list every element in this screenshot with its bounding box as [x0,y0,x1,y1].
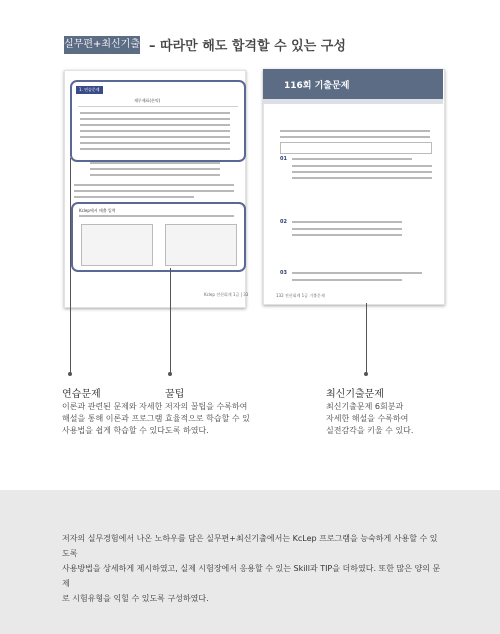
caption-body-exercise: 이론과 관련된 문제와 자세한 해설을 통해 이론과 프로그램 사용법을 쉽게 학습할 수 있다. [62,402,168,435]
connector-line [366,303,367,373]
right-sample-page [263,69,445,305]
question-number: 01 [280,156,287,162]
tip-highlight-frame [71,202,246,272]
connector-line [170,268,171,373]
connector-dot [68,372,72,376]
exercise-frame-title: 재무제표(손익) [134,98,161,103]
footer-description: 저자의 실무경험에서 나온 노하우를 담은 실무편+최신기출에서는 KcLep 프로그램을 능숙하게 사용할 수 있도록 사용방법을 상세하게 제시하였고, 실제 시험장에서 응용할 수 있는 Skill과 TIP을 더하였다. 또한 많은 양의 문제 로 시험유형을 익힐 수 있도록 구성하였다. [62,534,441,603]
exam-title: 116회 기출문제 [284,81,350,91]
question-number: 02 [280,219,287,225]
tip-screenshot-2 [165,224,237,266]
caption-body-tip: 저자의 꿀팁을 수록하여 효율적으로 학습할 수 있 도록 하였다. [165,402,250,435]
exercise-frame-label: 1. 연습문제 [76,86,103,94]
caption-title-exam: 최신기출문제 [326,389,384,400]
caption-body-exam: 최신기출문제 6회분과 자세한 해설을 수록하여 실전감각을 키울 수 있다. [326,402,414,435]
right-page-number: 132 전산회계 1급 기출문제 [276,293,325,298]
exam-info-box [280,142,432,154]
section-tag: 실무편+최신기출 [64,36,140,54]
caption-title-exercise: 연습문제 [62,389,101,400]
exercise-highlight-frame [70,80,246,162]
connector-line [70,158,71,373]
tip-frame-title: Kclep에서 매출 입력 [79,208,116,213]
exam-subheader [263,99,443,104]
question-number: 03 [280,270,287,276]
connector-dot [168,372,172,376]
caption-title-tip: 꿀팁 [165,389,185,400]
page-headline: – 따라만 해도 합격할 수 있는 구성 [149,39,346,54]
connector-dot [364,372,368,376]
tip-screenshot-1 [81,224,153,266]
left-page-number: Kclep 전산회계 1급 | 33 [204,292,249,297]
